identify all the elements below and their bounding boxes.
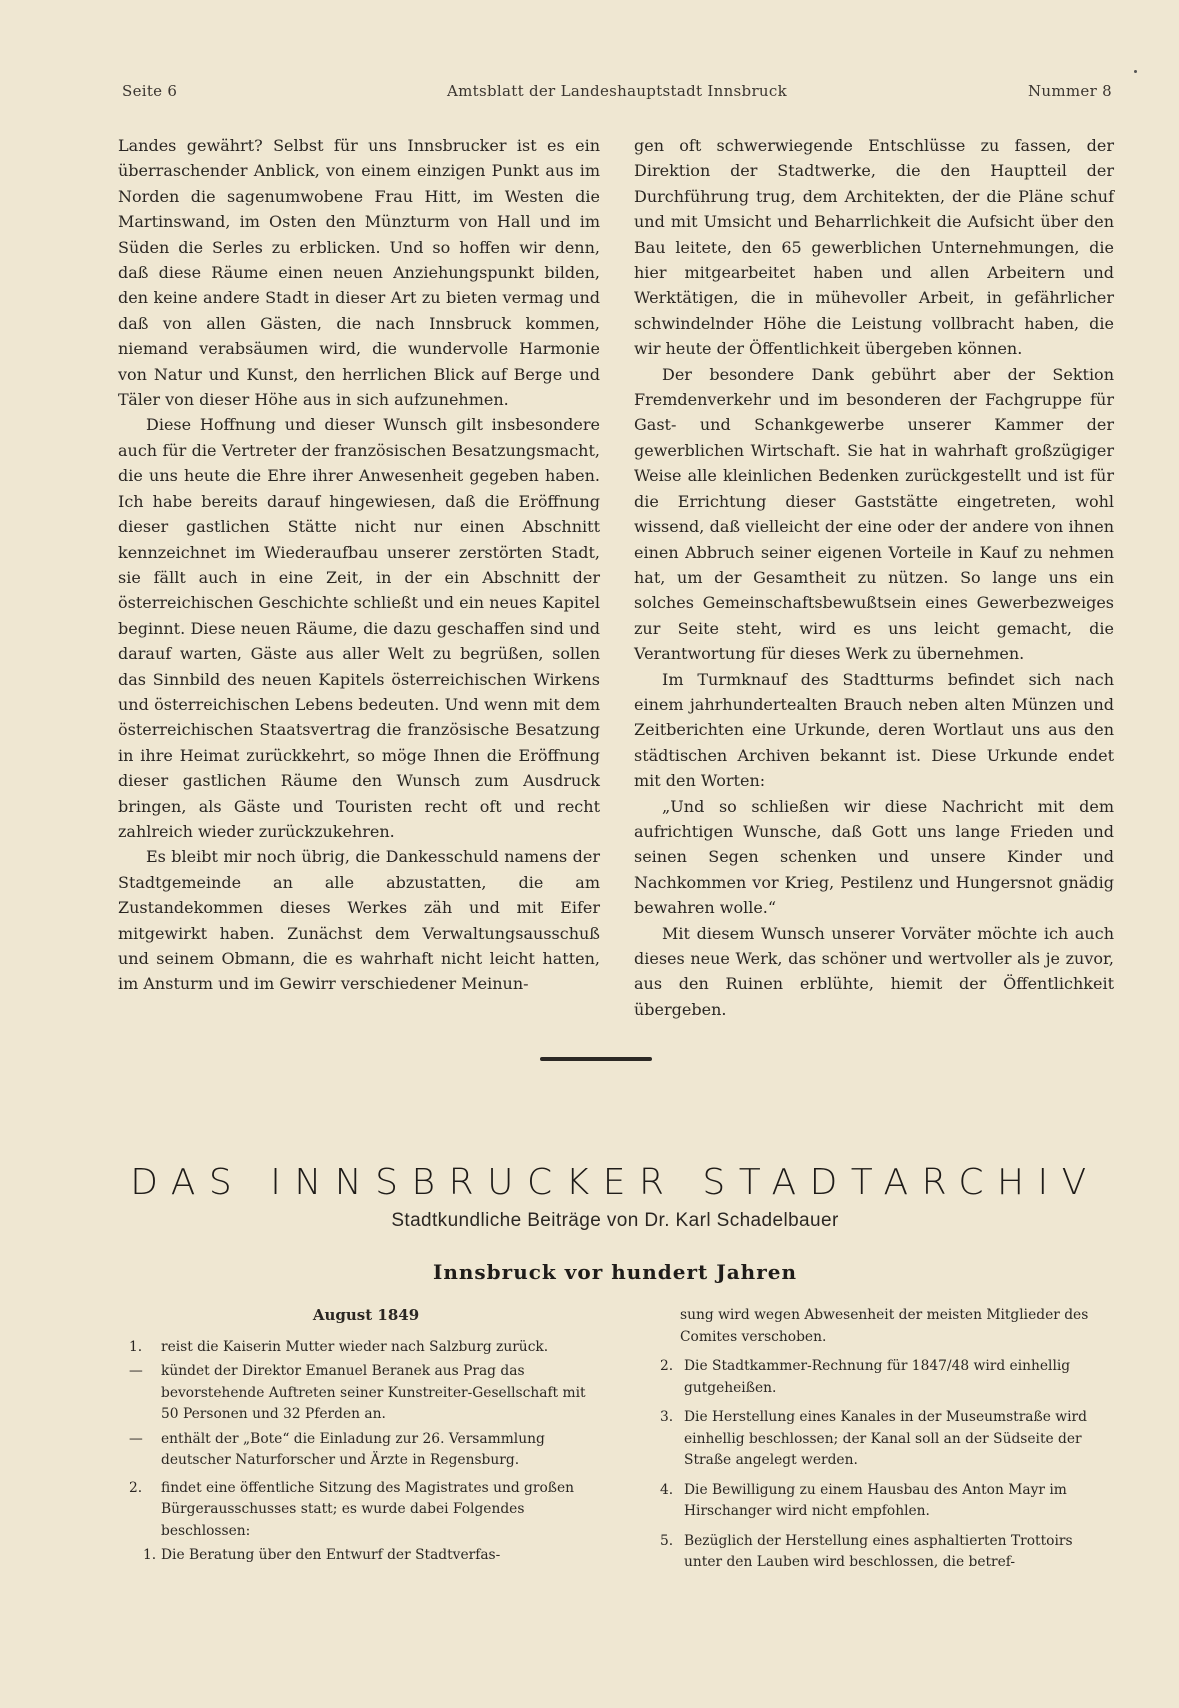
running-head: [122, 82, 1112, 100]
chronicle-entry: [125, 1478, 607, 1543]
entry-marker: 2.: [660, 1358, 674, 1374]
entry-marker: 1.: [143, 1547, 157, 1563]
speck: [1134, 70, 1137, 73]
chronicle-entry: [660, 1531, 1114, 1574]
paragraph: Mit diesem Wunsch unserer Vorväter möchte ich auch dieses neue Werk, das schöner und wertvoller als je zuvor, aus den Ruinen erblühte, hiemit der Öffentlichkeit übergeben.: [634, 923, 1114, 1019]
chronicle-entry: [125, 1337, 607, 1359]
section-title: DAS INNSBRUCKER STADTARCHIV: [130, 1162, 1100, 1203]
chronicle-entry: [660, 1407, 1114, 1472]
entry-text: kündet der Direktor Emanuel Beranek aus Prag das bevorstehende Auftreten seiner Kunstreiter-Gesellschaft mit 50 Personen und 32 Pferden an.: [161, 1363, 586, 1422]
entry-marker: —: [129, 1430, 143, 1447]
entry-text: Die Bewilligung zu einem Hausbau des Anton Mayr im Hirschanger wird nicht empfohlen.: [684, 1481, 1067, 1519]
entry-text: Bezüglich der Herstellung eines asphaltierten Trottoirs unter den Lauben wird beschlossen, die betref-: [684, 1532, 1073, 1570]
chronicle-left-column: [125, 1305, 607, 1570]
paragraph: Es bleibt mir noch übrig, die Dankesschuld namens der Stadtgemeinde an alle abzustatten, die am Zustandekommen dieses Werkes zäh und mit Eifer mitgewirkt haben. Zunächst dem Verwaltungsausschuß und seinem Obmann, die es wahrhaft nicht leicht hatten, im Ansturm und im Gewirr verschiedener Meinun-: [118, 847, 600, 994]
page-number: Seite 6: [122, 82, 178, 100]
chronicle-right-column: [660, 1305, 1114, 1582]
entry-text: Die Stadtkammer-Rechnung für 1847/48 wird einhellig gutgeheißen.: [684, 1358, 1071, 1396]
entry-text: findet eine öffentliche Sitzung des Magistrates und großen Bürgerausschusses statt; es wurde dabei Folgendes beschlossen:: [161, 1479, 575, 1539]
publication-title: Amtsblatt der Landeshauptstadt Innsbruck: [447, 82, 787, 100]
entry-marker: 3.: [660, 1409, 674, 1425]
entry-marker: 5.: [660, 1532, 674, 1549]
entry-marker: —: [129, 1363, 143, 1379]
month-heading: August 1849: [312, 1306, 420, 1324]
chronicle-heading: Innsbruck vor hundert Jahren: [432, 1260, 798, 1284]
entry-marker: 4.: [660, 1481, 674, 1498]
entry-text: Die Beratung über den Entwurf der Stadtverfas-: [161, 1547, 501, 1563]
chronicle-entry: [660, 1356, 1114, 1399]
issue-number: Nummer 8: [1028, 82, 1112, 100]
entry-text: enthält der „Bote“ die Einladung zur 26. Versammlung deutscher Naturforscher und Ärzte in Regensburg.: [161, 1430, 545, 1468]
entry-marker: 1.: [129, 1338, 143, 1355]
paragraph: Der besondere Dank gebührt aber der Sektion Fremdenverkehr und im besonderen der Fachgruppe für Gast- und Schankgewerbe unserer Kammer der gewerblichen Wirtschaft. Sie hat in wahrhaft großzügiger Weise alle kleinlichen Bedenken zurückgestellt und ist für die Errichtung dieser Gaststätte eingetreten, wohl wissend, daß vielleicht der eine oder der andere von ihnen einen Abbruch seiner eigenen Vorteile in Kauf zu nehmen hat, um der Gesamtheit zu nützen. So lange uns ein solches Gemeinschaftsbewußtsein eines Gewerbezweiges zur Seite steht, wird es uns leicht gemacht, die Verantwortung für dieses Werk zu übernehmen.: [634, 364, 1114, 664]
quote-paragraph: „Und so schließen wir diese Nachricht mit dem aufrichtigen Wunsche, daß Gott uns lange Frieden und seinen Segen schenken und unsere Kinder und Nachkommen vor Krieg, Pestilenz und Hungersnot gnädig bewahren wolle.“: [634, 796, 1114, 918]
entry-continuation: sung wird wegen Abwesenheit der meisten Mitglieder des Comites verschoben.: [680, 1307, 1089, 1345]
entry-text: Die Herstellung eines Kanales in der Museumstraße wird einhellig beschlossen; der Kanal soll an der Südseite der Straße angelegt werden.: [684, 1409, 1087, 1468]
chronicle-sub-entry: [143, 1545, 607, 1567]
chronicle-entry: [125, 1361, 607, 1426]
paragraph: gen oft schwerwiegende Entschlüsse zu fassen, der Direktion der Stadtwerke, die den Hauptteil der Durchführung trug, dem Architekten, der die Pläne schuf und mit Umsicht und Beharrlichkeit die Aufsicht über den Bau leitete, den 65 gewerblichen Unternehmungen, die hier mitgearbeitet haben und allen Arbeitern und Werktätigen, die in mühevoller Arbeit, in gefährlicher schwindelnder Höhe die Leistung vollbracht haben, die wir heute der Öffentlichkeit übergeben können.: [634, 136, 1114, 359]
section-divider: [540, 1057, 652, 1061]
paragraph: Im Turmknauf des Stadtturms befindet sich nach einem jahrhundertealten Brauch neben alten Münzen und Zeitberichten eine Urkunde, deren Wortlaut uns aus den städtischen Archiven bekannt ist. Diese Urkunde endet mit den Worten:: [634, 669, 1114, 791]
paragraph: Landes gewährt? Selbst für uns Innsbrucker ist es ein überraschender Anblick, von einem einzigen Punkt aus im Norden die sagenumwobene Frau Hitt, im Westen die Martinswand, im Osten den Münzturm von Hall und im Süden die Serles zu erblicken. Und so hoffen wir denn, daß diese Räume einen neuen Anziehungspunkt bilden, den keine andere Stadt in dieser Art zu bieten vermag und daß von allen Gästen, die nach Innsbruck kommen, niemand verabsäumen wird, die wundervolle Harmonie von Natur und Kunst, den herrlichen Blick auf Berge und Täler von dieser Höhe aus in sich aufzunehmen.: [118, 136, 600, 410]
entry-text: reist die Kaiserin Mutter wieder nach Salzburg zurück.: [161, 1338, 549, 1355]
paragraph: Diese Hoffnung und dieser Wunsch gilt insbesondere auch für die Vertreter der französischen Besatzungsmacht, die uns heute die Ehre ihrer Anwesenheit gegeben haben. Ich habe bereits darauf hingewiesen, daß die Eröffnung dieser gastlichen Stätte nicht nur einen Abschnitt kennzeichnet im Wiederaufbau unserer zerstörten Stadt, sie fällt auch in eine Zeit, in der ein Abschnitt der österreichischen Geschichte schließt und ein neues Kapitel beginnt. Diese neuen Räume, die dazu geschaffen sind und darauf warten, Gäste aus aller Welt zu begrüßen, sollen das Sinnbild des neuen Kapitels österreichischen Wirkens und österreichischen Lebens bedeuten. Und wenn mit dem österreichischen Staatsvertrag die französische Besatzung in ihre Heimat zurückkehrt, so möge Ihnen die Eröffnung dieser gastlichen Räume den Wunsch zum Ausdruck bringen, als Gäste und Touristen recht oft und recht zahlreich wieder zurückzukehren.: [118, 415, 600, 841]
entry-marker: 2.: [129, 1479, 143, 1496]
chronicle-entry: [660, 1480, 1114, 1523]
right-article-column: [634, 133, 1114, 1022]
chronicle-entry: [125, 1429, 607, 1472]
left-article-column: [118, 133, 600, 997]
section-subtitle: Stadtkundliche Beiträge von Dr. Karl Schadelbauer: [391, 1210, 839, 1231]
